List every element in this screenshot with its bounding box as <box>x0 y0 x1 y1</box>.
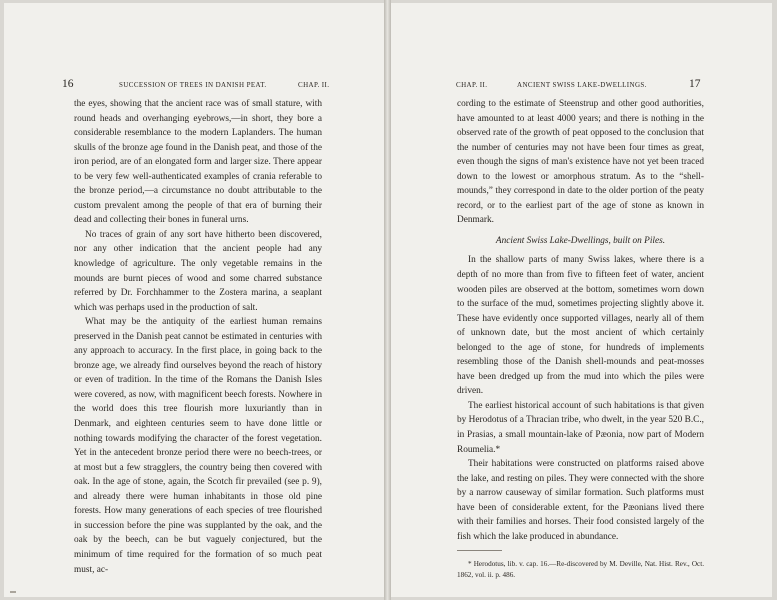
paragraph: cording to the estimate of Steenstrup and other good authorities, have amounted to at least 4000 years; and there is nothing in the observed rate of the growth of peat opposed to the conclusion that the number of centuries may not have been four times as great, even though the signs of man's existence have not yet been traced down to the lowest or amorphous stratum. As to the “shell-mounds,” they correspond in date to the older portion of the peaty record, or to the earliest part of the age of stone as known in Denmark. <box>457 99 704 226</box>
right-page <box>391 3 772 597</box>
left-page <box>4 3 384 597</box>
paragraph: No traces of grain of any sort have hitherto been discovered, nor any other indication that the ancient people had any knowledge of agriculture. The only vegetable remains in the mounds are burnt pieces of wood and some charred substance referred by Dr. Forchhammer to the Zostera marina, a seaplant which was perhaps used in the production of salt. <box>74 229 322 313</box>
page-text <box>74 97 322 577</box>
paragraph: the eyes, showing that the ancient race was of small stature, with round heads and overhanging eyebrows,—in short, they bore a considerable resemblance to the modern Laplanders. The human skulls of the bronze age found in the Danish peat, and those of the iron period, are of an elongated form and larger size. There appear to be very few well-authenticated examples of crania referable to the bronze period,—a circumstance no doubt attributable to the custom prevalent among the people of that era of burning their dead and collecting their bones in funeral urns. <box>74 99 322 226</box>
page-text <box>457 97 704 580</box>
paragraph: What may be the antiquity of the earliest human remains preserved in the Danish peat cannot be estimated in centuries with any approach to accuracy. In the first place, in going back to the bronze age, we already find ourselves beyond the reach of history or even of tradition. In the time of the Romans the Danish Isles were covered, as now, with magnificent beech forests. Nowhere in the world does this tree flourish more luxuriantly than in Denmark, and eighteen centuries seem to have done little or nothing towards modifying the character of the forest vegetation. Yet in the antecedent bronze period there were no beech-trees, or at most but a few stragglers, the country being then covered with oak. In the age of stone, again, the Scotch fir prevailed (see p. 9), and already there were human inhabitants in those old pine forests. How many generations of each species of tree flourished in succession before the pine was supplanted by the oak, and the oak by the beech, can be but vaguely conjectured, but the minimum of time required for the formation of so much peat must, ac- <box>74 317 322 575</box>
running-head: SUCCESSION OF TREES IN DANISH PEAT. <box>119 81 267 89</box>
paragraph: The earliest historical account of such habitations is that given by Herodotus of a Thracian tribe, who dwelt, in the year 520 B.C., in Prasias, a small mountain-lake of Pæonia, now part of Modern Roumelia.* <box>457 400 704 455</box>
footnote: * Herodotus, lib. v. cap. 16.—Re-discovered by M. Deville, Nat. Hist. Rev., Oct. 1862, vol. ii. p. 486. <box>457 560 704 579</box>
chapter-label: CHAP. II. <box>456 81 488 89</box>
chapter-label: CHAP. II. <box>298 81 330 89</box>
paragraph: Their habitations were constructed on platforms raised above the lake, and resting on piles. They were connected with the shore by a narrow causeway of similar formation. Such platforms must have been of considerable extent, for the Pæonians lived there with their families and horses. Their food consisted largely of the fish which the lake produced in abundance. <box>457 459 704 542</box>
page-number: 16 <box>62 78 74 90</box>
page-number: 17 <box>689 78 701 90</box>
book-gutter <box>384 0 391 600</box>
section-heading: Ancient Swiss Lake-Dwellings, built on Piles. <box>495 235 666 246</box>
footnote-rule <box>457 550 502 551</box>
paragraph: In the shallow parts of many Swiss lakes, where there is a depth of no more than from five to fifteen feet of water, ancient wooden piles are observed at the bottom, sometimes worn down to the surface of the mud, sometimes projecting slightly above it. These have evidently once supported villages, nearly all of them of unknown date, but the most ancient of which certainly belonged to the age of stone, for hundreds of implements resembling those of the Danish shell-mounds and peat-mosses have been dredged up from the mud into which the piles were driven. <box>457 255 704 397</box>
scan-mark <box>10 591 16 593</box>
running-head: ANCIENT SWISS LAKE-DWELLINGS. <box>517 81 647 89</box>
